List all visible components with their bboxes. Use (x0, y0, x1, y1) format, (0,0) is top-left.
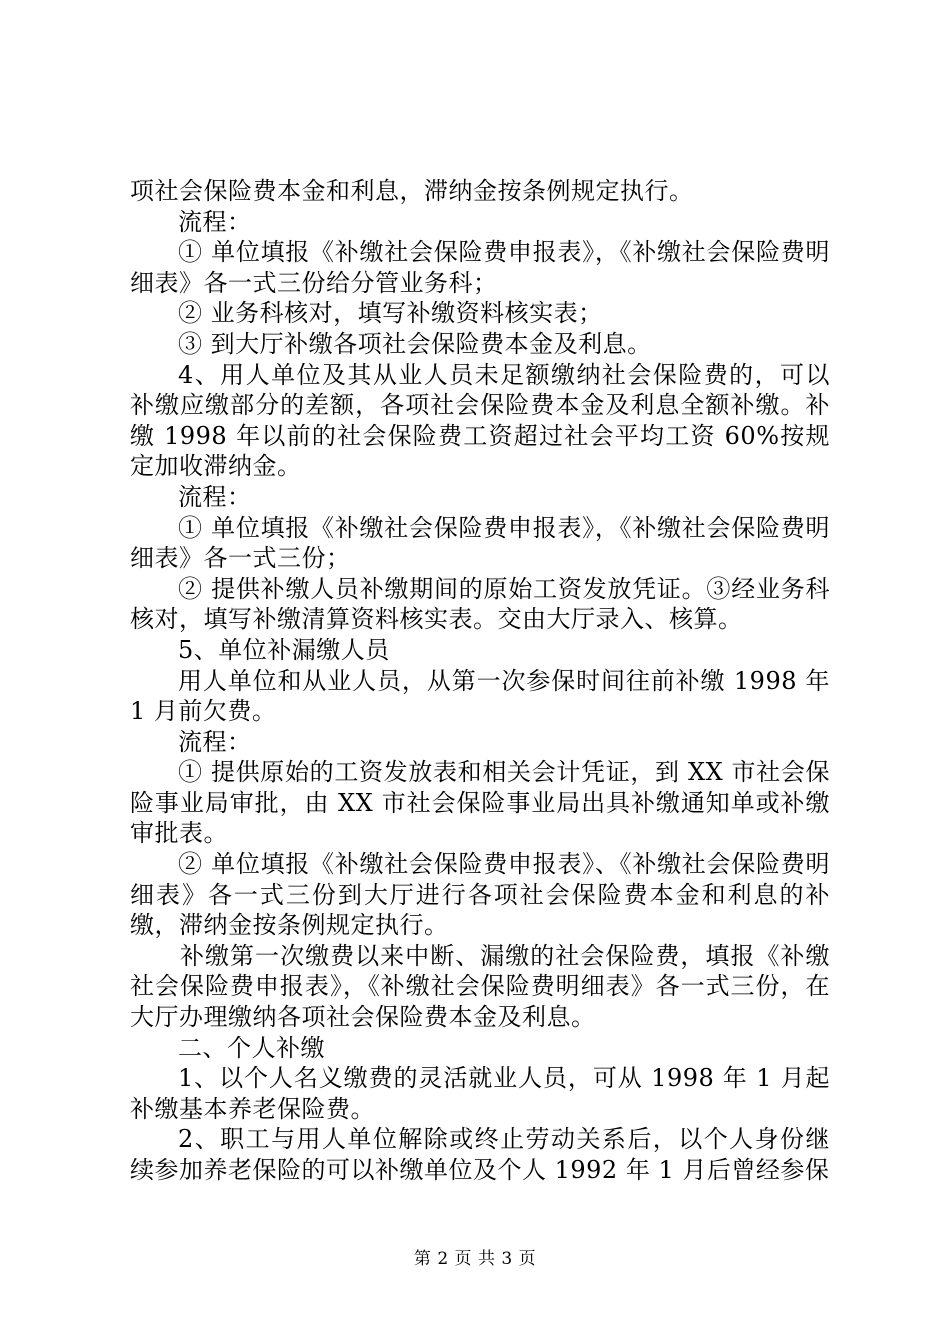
paragraph: ② 单位填报《补缴社会保险费申报表》、《补缴社会保险费明细表》各一式三份到大厅进行各项社会保险费本金和利息的补缴，滞纳金按条例规定执行。 (130, 850, 830, 940)
section-heading: 二、个人补缴 (178, 1033, 325, 1062)
paragraph: ② 业务科核对，填写补缴资料核实表； (178, 299, 603, 328)
paragraph: 流程： (178, 727, 252, 756)
paragraph: 补缴第一次缴费以来中断、漏缴的社会保险费，填报《补缴社会保险费申报表》，《补缴社会保险费明细表》各一式三份，在大厅办理缴纳各项社会保险费本金及利息。 (130, 941, 830, 1032)
page-footer: 第 2 页 共 3 页 (413, 1249, 537, 1269)
paragraph: ① 单位填报《补缴社会保险费申报表》，《补缴社会保险费明细表》各一式三份给分管业务科； (130, 238, 830, 297)
paragraph: ① 单位填报《补缴社会保险费申报表》，《补缴社会保险费明细表》各一式三份； (130, 513, 830, 573)
paragraph: 项社会保险费本金和利息，滞纳金按条例规定执行。 (130, 177, 694, 205)
paragraph: ③ 到大厅补缴各项社会保险费本金及利息。 (178, 329, 652, 358)
paragraph: 5、单位补漏缴人员 (178, 635, 390, 664)
paragraph: 2、职工与用人单位解除或终止劳动关系后，以个人身份继续参加养老保险的可以补缴单位及个人 1992 年 1 月后曾经参保 (130, 1125, 830, 1184)
paragraph: 1、以个人名义缴费的灵活就业人员，可从 1998 年 1 月起补缴基本养老保险费。 (130, 1064, 830, 1123)
paragraph: ② 提供补缴人员补缴期间的原始工资发放凭证。③经业务科核对，填写补缴清算资料核实表。交由大厅录入、核算。 (130, 574, 830, 634)
paragraph: 流程： (178, 207, 252, 236)
paragraph: 流程： (178, 482, 252, 511)
paragraph: 4、用人单位及其从业人员未足额缴纳社会保险费的，可以补缴应缴部分的差额，各项社会保险费本金及利息全额补缴。补缴 1998 年以前的社会保险费工资超过社会平均工资 60%按规定加收滞纳金。 (130, 360, 830, 481)
paragraph: ① 提供原始的工资发放表和相关会计凭证，到 XX 市社会保险事业局审批，由 XX 市社会保险事业局出具补缴通知单或补缴审批表。 (130, 758, 830, 848)
document-body (130, 176, 830, 1186)
paragraph: 用人单位和从业人员，从第一次参保时间往前补缴 1998 年 1 月前欠费。 (130, 666, 830, 726)
